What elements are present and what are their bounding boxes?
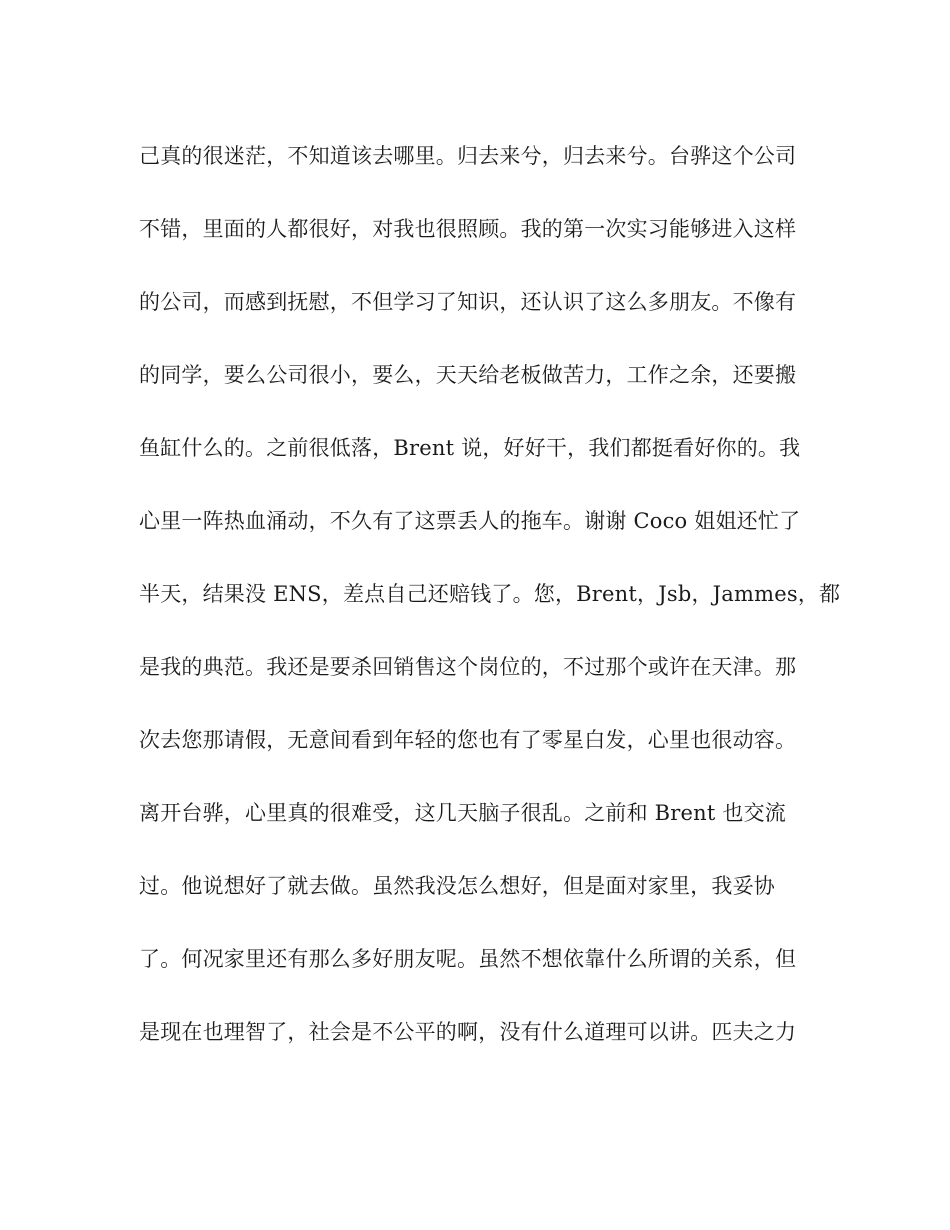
text-line: 离开台骅，心里真的很难受，这几天脑子很乱。之前和 Brent 也交流: [139, 801, 787, 825]
text-line: 过。他说想好了就去做。虽然我没怎么想好，但是面对家里，我妥协: [139, 874, 775, 898]
text-line: 不错，里面的人都很好，对我也很照顾。我的第一次实习能够进入这样: [139, 217, 797, 241]
text-line: 的同学，要么公司很小，要么，天天给老板做苦力，工作之余，还要搬: [139, 363, 797, 387]
text-line: 鱼缸什么的。之前很低落，Brent 说，好好干，我们都挺看好你的。我: [139, 436, 801, 460]
text-line: 的公司，而感到抚慰，不但学习了知识，还认识了这么多朋友。不像有: [139, 290, 797, 314]
text-line: 次去您那请假，无意间看到年轻的您也有了零星白发，心里也很动容。: [139, 728, 797, 752]
text-line: 半天，结果没 ENS，差点自己还赔钱了。您，Brent，Jsb，Jammes，都: [139, 582, 841, 606]
text-line: 心里一阵热血涌动，不久有了这票丢人的拖车。谢谢 Coco 姐姐还忙了: [139, 509, 801, 533]
text-line: 己真的很迷茫，不知道该去哪里。归去来兮，归去来兮。台骅这个公司: [139, 144, 797, 168]
text-line: 是我的典范。我还是要杀回销售这个岗位的，不过那个或许在天津。那: [139, 655, 797, 679]
text-line: 了。何况家里还有那么多好朋友呢。虽然不想依靠什么所谓的关系，但: [139, 947, 797, 971]
body-text: [139, 138, 841, 1087]
text-line: 是现在也理智了，社会是不公平的啊，没有什么道理可以讲。匹夫之力: [139, 1020, 797, 1044]
